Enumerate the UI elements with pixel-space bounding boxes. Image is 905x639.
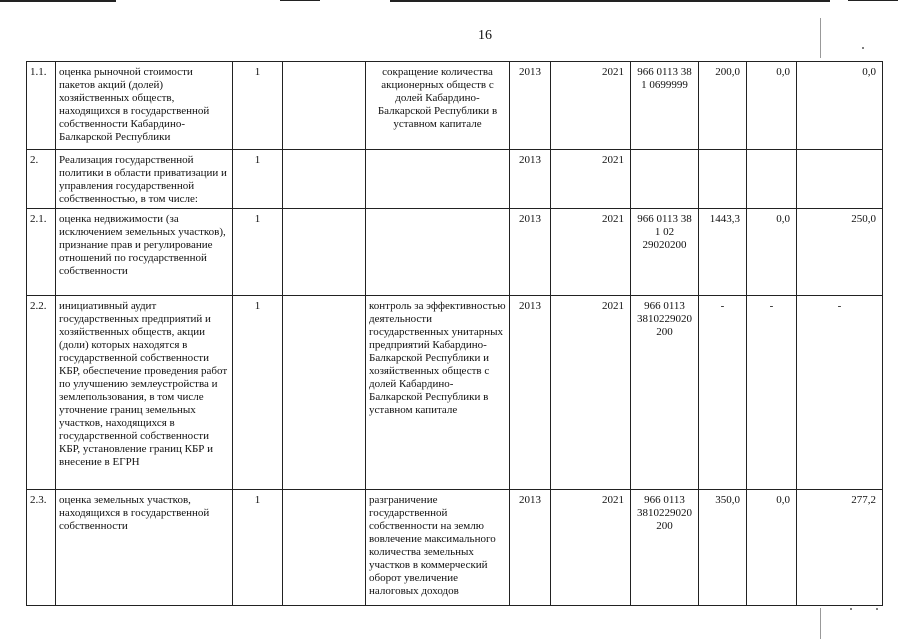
start-year: 2013 xyxy=(510,296,551,490)
measure-name: Реализация государственной политики в области приватизации и управления государственной собственностью, в том числе: xyxy=(56,150,233,209)
scan-line-top-far-right xyxy=(848,0,898,1)
scan-line-top-right xyxy=(390,0,830,2)
expected-result: контроль за эффективностью деятельности государственных унитарных предприятий Кабардино-Балкарской Республики и хозяйственных обществ с долей Кабардино-Балкарской Республики в уставном капитале xyxy=(366,296,510,490)
value-2 xyxy=(747,150,797,209)
end-year: 2021 xyxy=(551,296,631,490)
start-year: 2013 xyxy=(510,209,551,296)
program-table xyxy=(26,61,883,606)
budget-code: 966 0113 3810229020 200 xyxy=(631,296,699,490)
scan-line-top-left xyxy=(0,0,116,2)
measure-name: оценка недвижимости (за исключением земельных участков), признание прав и регулирование отношений по государственной собственности xyxy=(56,209,233,296)
row-number: 1.1. xyxy=(27,62,56,150)
value-2: 0,0 xyxy=(747,209,797,296)
cell-col4 xyxy=(283,150,366,209)
measure-name: оценка рыночной стоимости пакетов акций (долей) хозяйственных обществ, находящихся в государственной собственности Кабардино-Балкарской Республики xyxy=(56,62,233,150)
value-2: 0,0 xyxy=(747,62,797,150)
table-row xyxy=(27,490,883,606)
scan-dot xyxy=(876,608,878,610)
value-1: 200,0 xyxy=(699,62,747,150)
cell-col3: 1 xyxy=(233,150,283,209)
value-1 xyxy=(699,150,747,209)
value-2: - xyxy=(747,296,797,490)
measure-name: инициативный аудит государственных предприятий и хозяйственных обществ, акции (доли) которых находятся в государственной собственности КБР, обеспечение проведения работ по улучшению землеустройства и землепользования, в том числе уточнение границ земельных участков, находящихся в государственной собственности КБР, установление границ КБР и внесение в ЕГРН xyxy=(56,296,233,490)
table-row xyxy=(27,296,883,490)
expected-result xyxy=(366,150,510,209)
value-3: 250,0 xyxy=(797,209,883,296)
scan-dot xyxy=(850,608,852,610)
cell-col4 xyxy=(283,62,366,150)
row-number: 2.2. xyxy=(27,296,56,490)
cell-col3: 1 xyxy=(233,490,283,606)
cell-col4 xyxy=(283,209,366,296)
scan-vertical-line-bottom xyxy=(820,608,821,639)
table-row xyxy=(27,209,883,296)
budget-code: 966 0113 38 1 0699999 xyxy=(631,62,699,150)
end-year: 2021 xyxy=(551,209,631,296)
table-row xyxy=(27,150,883,209)
row-number: 2.1. xyxy=(27,209,56,296)
value-1: - xyxy=(699,296,747,490)
measure-name: оценка земельных участков, находящихся в государственной собственности xyxy=(56,490,233,606)
value-3: 277,2 xyxy=(797,490,883,606)
table-row xyxy=(27,62,883,150)
cell-col4 xyxy=(283,490,366,606)
scan-dot xyxy=(862,47,864,49)
budget-code: 966 0113 3810229020 200 xyxy=(631,490,699,606)
row-number: 2. xyxy=(27,150,56,209)
value-1: 350,0 xyxy=(699,490,747,606)
value-1: 1443,3 xyxy=(699,209,747,296)
end-year: 2021 xyxy=(551,62,631,150)
page-number: 16 xyxy=(478,28,492,43)
cell-col3: 1 xyxy=(233,209,283,296)
value-2: 0,0 xyxy=(747,490,797,606)
value-3: 0,0 xyxy=(797,62,883,150)
cell-col3: 1 xyxy=(233,62,283,150)
end-year: 2021 xyxy=(551,150,631,209)
start-year: 2013 xyxy=(510,490,551,606)
start-year: 2013 xyxy=(510,62,551,150)
value-3: - xyxy=(797,296,883,490)
value-3 xyxy=(797,150,883,209)
cell-col3: 1 xyxy=(233,296,283,490)
expected-result: разграничение государственной собственности на землю вовлечение максимального количества земельных участков в коммерческий оборот увеличение налоговых доходов xyxy=(366,490,510,606)
cell-col4 xyxy=(283,296,366,490)
budget-code xyxy=(631,150,699,209)
start-year: 2013 xyxy=(510,150,551,209)
expected-result: сокращение количества акционерных обществ с долей Кабардино-Балкарской Республики в уставном капитале xyxy=(366,62,510,150)
budget-code: 966 0113 38 1 02 29020200 xyxy=(631,209,699,296)
row-number: 2.3. xyxy=(27,490,56,606)
end-year: 2021 xyxy=(551,490,631,606)
expected-result xyxy=(366,209,510,296)
scan-line-top-mid xyxy=(280,0,320,1)
